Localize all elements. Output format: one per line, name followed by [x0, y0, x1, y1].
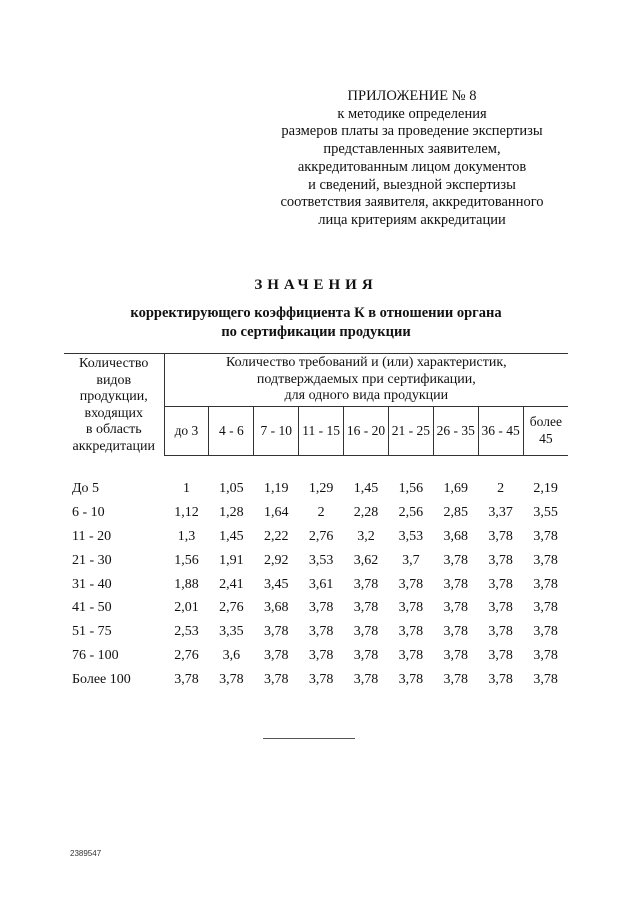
coefficient-cell: 2 — [497, 481, 505, 497]
table-row — [64, 501, 568, 525]
coefficient-cell: 2,92 — [263, 552, 289, 568]
requirements-header — [164, 354, 568, 407]
band-header: до 3 — [164, 407, 209, 455]
header-line: продукции, — [79, 389, 148, 404]
coefficient-cell: 3,78 — [443, 671, 469, 687]
coefficient-cell: 3,78 — [353, 624, 379, 640]
coefficient-cell: 2 — [317, 505, 325, 521]
coefficient-cell: 3,78 — [263, 671, 289, 687]
coefficient-cell: 3,61 — [308, 576, 334, 592]
coefficient-cell: 3,78 — [488, 528, 513, 544]
subtitle-line: по сертификации продукции — [221, 324, 411, 340]
coefficient-cell: 3,78 — [443, 576, 469, 592]
band-header: 21 - 25 — [388, 407, 433, 455]
coefficient-cell: 3,78 — [353, 600, 379, 616]
coefficient-table — [64, 353, 568, 692]
coefficient-cell: 1,05 — [219, 481, 244, 497]
coefficient-cell: 3,78 — [443, 600, 469, 616]
coefficient-cell: 1,56 — [398, 481, 424, 497]
coefficient-cell: 3,78 — [398, 600, 424, 616]
coefficient-cell: 3,78 — [308, 624, 334, 640]
coefficient-cell: 1 — [182, 481, 190, 497]
header-line: аккредитации — [72, 438, 155, 454]
coefficient-cell: 3,37 — [488, 505, 513, 521]
coefficient-cell: 3,78 — [533, 576, 558, 592]
appendix-line: лица критериям аккредитации — [318, 211, 506, 228]
coefficient-cell: 3,35 — [219, 624, 244, 640]
coefficient-cell: 3,78 — [443, 624, 469, 640]
appendix-line: ПРИЛОЖЕНИЕ № 8 — [347, 88, 477, 104]
coefficient-cell: 1,45 — [353, 481, 379, 497]
row-label: Более 100 — [72, 671, 131, 687]
appendix-line: аккредитованным лицом документов — [297, 158, 527, 175]
coefficient-cell: 3,78 — [488, 600, 513, 616]
coefficient-cell: 1,3 — [177, 528, 196, 544]
coefficient-cell: 1,45 — [219, 528, 244, 544]
coefficient-cell: 2,19 — [533, 481, 558, 497]
band-header: 26 - 35 — [433, 407, 478, 455]
header-line: Количество — [79, 356, 149, 371]
coefficient-cell: 2,28 — [353, 505, 379, 521]
row-label: 41 - 50 — [72, 600, 112, 616]
coefficient-cell: 2,56 — [398, 505, 424, 521]
band-header: 36 - 45 — [478, 407, 523, 455]
coefficient-cell: 3,78 — [174, 671, 199, 687]
coefficient-cell: 2,85 — [443, 505, 469, 521]
coefficient-cell: 1,19 — [263, 481, 289, 497]
coefficient-cell: 3,2 — [357, 528, 375, 544]
coefficient-cell: 3,45 — [263, 576, 289, 592]
coefficient-cell: 3,78 — [488, 624, 513, 640]
coefficient-cell: 3,78 — [533, 552, 558, 568]
coefficient-cell: 2,22 — [263, 528, 289, 544]
band-header: более 45 — [523, 407, 568, 455]
coefficient-cell: 3,78 — [398, 671, 424, 687]
coefficient-cell: 2,76 — [174, 647, 199, 663]
table-row — [64, 644, 568, 668]
coefficient-cell: 3,78 — [398, 624, 424, 640]
appendix-heading — [262, 88, 562, 230]
document-title: ЗНАЧЕНИЯ — [254, 277, 378, 293]
footer-divider — [263, 738, 355, 739]
coefficient-cell: 3,78 — [533, 647, 558, 663]
table-row — [64, 573, 568, 597]
subtitle-line: корректирующего коэффициента К в отношении органа — [130, 305, 502, 321]
document-number: 2389547 — [70, 849, 102, 858]
document-subtitle — [0, 304, 632, 342]
coefficient-cell: 3,78 — [353, 647, 379, 663]
table-row — [64, 668, 568, 692]
table-row — [64, 549, 568, 573]
coefficient-cell: 3,62 — [353, 552, 379, 568]
coefficient-cell: 3,78 — [263, 624, 289, 640]
row-label: 31 - 40 — [72, 576, 112, 592]
spacer-row — [64, 455, 568, 478]
coefficient-cell: 3,78 — [353, 671, 379, 687]
coefficient-cell: 3,78 — [263, 647, 289, 663]
coefficient-cell: 3,78 — [353, 576, 379, 592]
band-header: 4 - 6 — [209, 407, 254, 455]
header-line: Количество требований и (или) характеристик, — [225, 355, 507, 371]
spacer-cell — [64, 455, 568, 478]
coefficient-cell: 3,78 — [533, 671, 558, 687]
coefficient-cell: 2,53 — [174, 624, 199, 640]
coefficient-cell: 3,78 — [308, 671, 334, 687]
coefficient-cell: 3,78 — [533, 528, 558, 544]
coefficient-cell: 3,68 — [263, 600, 289, 616]
header-line: в область — [85, 422, 142, 437]
coefficient-cell: 3,78 — [533, 600, 558, 616]
coefficient-cell: 2,76 — [219, 600, 244, 616]
coefficient-cell: 3,78 — [488, 671, 513, 687]
coefficient-cell: 3,6 — [222, 647, 241, 663]
coefficient-cell: 1,12 — [174, 505, 199, 521]
header-line: входящих — [84, 405, 143, 421]
row-label: 21 - 30 — [72, 552, 112, 568]
coefficient-cell: 3,78 — [488, 576, 513, 592]
table-row — [64, 525, 568, 549]
coefficient-cell: 3,53 — [308, 552, 334, 568]
coefficient-cell: 2,76 — [308, 528, 334, 544]
coefficient-cell: 3,78 — [308, 600, 334, 616]
row-label: 6 - 10 — [72, 505, 105, 521]
band-header: 11 - 15 — [299, 407, 344, 455]
table-row — [64, 478, 568, 502]
header-line: видов — [96, 372, 132, 388]
coefficient-cell: 3,78 — [219, 671, 244, 687]
coefficient-cell: 3,78 — [533, 624, 558, 640]
table-row — [64, 620, 568, 644]
coefficient-cell: 3,78 — [443, 552, 469, 568]
band-header: 16 - 20 — [344, 407, 389, 455]
coefficient-cell: 3,55 — [533, 505, 558, 521]
coefficient-cell: 1,69 — [443, 481, 469, 497]
appendix-line: к методике определения — [337, 105, 487, 122]
appendix-line: размеров платы за проведение экспертизы — [281, 123, 543, 140]
coefficient-cell: 3,78 — [488, 552, 513, 568]
coefficient-cell: 3,78 — [398, 647, 424, 663]
coefficient-cell: 3,68 — [443, 528, 469, 544]
appendix-line: и сведений, выездной экспертизы — [308, 176, 516, 193]
appendix-line: представленных заявителем, — [323, 141, 501, 158]
coefficient-cell: 3,78 — [398, 576, 424, 592]
appendix-line: соответствия заявителя, аккредитованного — [280, 194, 544, 211]
row-label: 51 - 75 — [72, 624, 112, 640]
coefficient-cell: 1,29 — [308, 481, 334, 497]
coefficient-cell: 1,56 — [174, 552, 199, 568]
coefficient-cell: 2,01 — [174, 600, 199, 616]
coefficient-cell: 1,91 — [219, 552, 244, 568]
coefficient-cell: 3,7 — [402, 552, 420, 568]
coefficient-cell: 1,88 — [174, 576, 199, 592]
row-label: До 5 — [72, 481, 100, 497]
coefficient-cell: 3,78 — [488, 647, 513, 663]
header-line: для одного вида продукции — [284, 388, 449, 404]
row-label: 76 - 100 — [72, 647, 119, 663]
coefficient-cell: 1,64 — [263, 505, 289, 521]
coefficient-cell: 3,53 — [398, 528, 424, 544]
coefficient-cell: 3,78 — [308, 647, 334, 663]
table-body — [64, 455, 568, 692]
coefficient-cell: 3,78 — [443, 647, 469, 663]
coefficient-cell: 2,41 — [219, 576, 244, 592]
header-line: подтверждаемых при сертификации, — [256, 371, 476, 387]
table-row — [64, 596, 568, 620]
product-types-header — [64, 354, 164, 456]
coefficient-table-wrapper — [64, 353, 568, 692]
band-header: 7 - 10 — [254, 407, 299, 455]
row-label: 11 - 20 — [72, 528, 112, 544]
coefficient-cell: 1,28 — [219, 505, 244, 521]
